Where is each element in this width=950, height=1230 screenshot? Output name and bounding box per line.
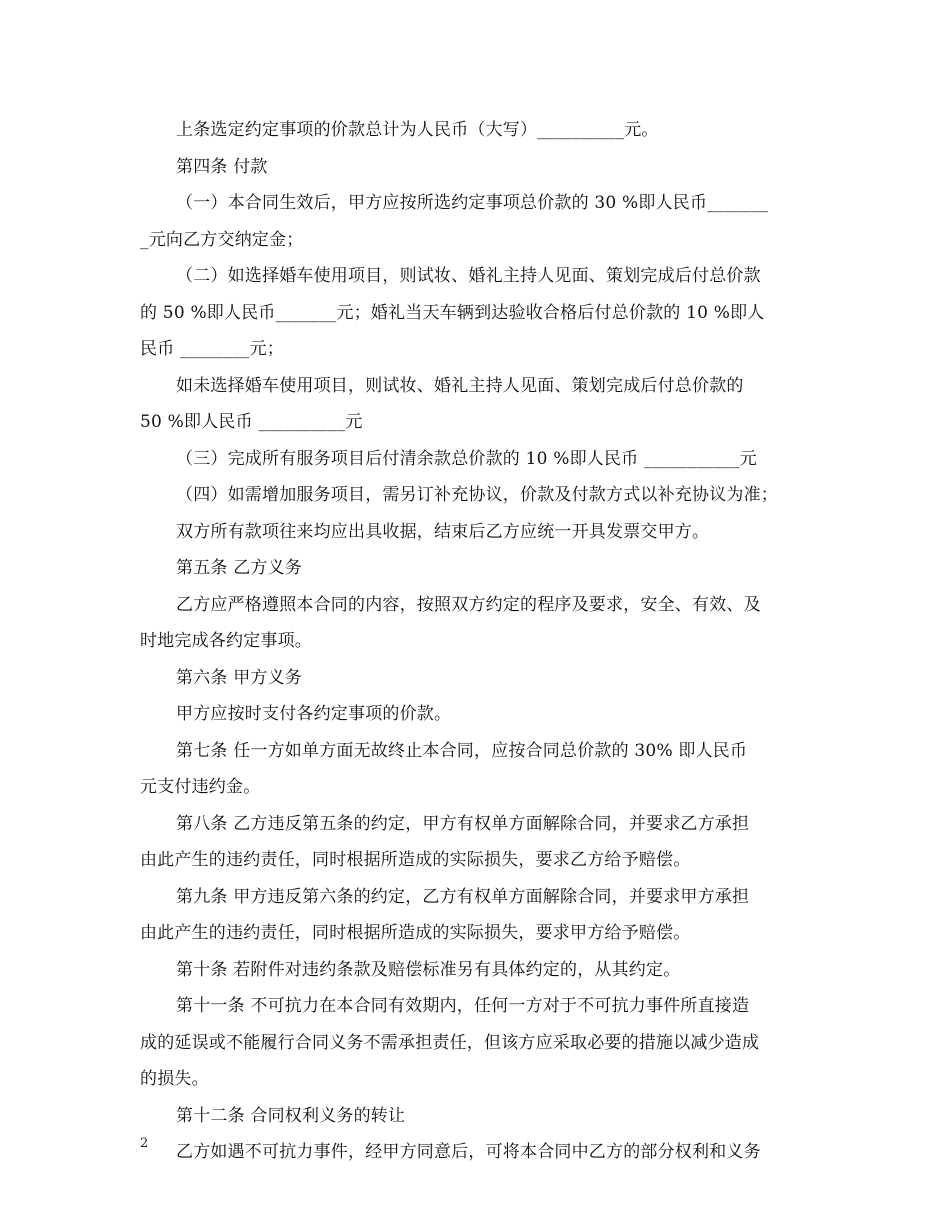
text-line: 成的延误或不能履行合同义务不需承担责任，但该方应采取必要的措施以减少造成 [140,1032,760,1053]
text-line: 第十一条 不可抗力在本合同有效期内，任何一方对于不可抗力事件所直接造 [176,996,750,1016]
page-number: 2 [140,1136,149,1151]
text-line: 由此产生的违约责任，同时根据所造成的实际损失，要求甲方给予赔偿。 [140,923,691,943]
text-line: 双方所有款项往来均应出具收据，结束后乙方应统一开具发票交甲方。 [176,521,710,542]
text-line: 甲方应按时支付各约定事项的价款。 [176,704,452,724]
text-line: 第八条 乙方违反第五条的约定，甲方有权单方面解除合同，并要求乙方承担 [176,813,750,834]
section-heading: 第四条 付款 [176,156,268,177]
text-line: 如未选择婚车使用项目，则试妆、婚礼主持人见面、策划完成后付总价款的 [176,375,744,396]
text-line: _元向乙方交纳定金； [140,229,304,250]
text-line: 第七条 任一方如单方面无故终止本合同，应按合同总价款的 30% 即人民币 [176,740,748,761]
text-line: 第十条 若附件对违约条款及赔偿标准另有具体约定的，从其约定。 [176,959,681,980]
text-line: （四）如需增加服务项目，需另订补充协议，价款及付款方式以补充协议为准； [176,485,778,505]
text-line: 元支付违约金。 [140,777,261,797]
text-line: （一）本合同生效后，甲方应按所选约定事项总价款的 30 %即人民币_______ [176,193,769,213]
text-line: 时地完成各约定事项。 [140,631,312,651]
text-line: （二）如选择婚车使用项目，则试妆、婚礼主持人见面、策划完成后付总价款 [176,266,761,286]
section-heading: 第六条 甲方义务 [176,667,303,688]
text-line: 的损失。 [140,1069,209,1089]
text-line: 上条选定约定事项的价款总计为人民币（大写）__________元。 [176,120,659,140]
text-line: 乙方应严格遵照本合同的内容，按照双方约定的程序及要求，安全、有效、及 [176,594,761,615]
text-line: 由此产生的违约责任，同时根据所造成的实际损失，要求乙方给予赔偿。 [140,850,691,870]
text-line: 的 50 %即人民币_______元；婚礼当天车辆到达验收合格后付总价款的 10 %即人 [140,302,765,323]
contract-body-text [140,112,820,1171]
text-line: 50 %即人民币 __________元 [140,412,363,432]
text-line: 乙方如遇不可抗力事件，经甲方同意后，可将本合同中乙方的部分权利和义务 [176,1142,761,1162]
section-heading: 第五条 乙方义务 [176,558,303,578]
section-heading: 第十二条 合同权利义务的转让 [176,1105,406,1126]
text-line: 第九条 甲方违反第六条的约定，乙方有权单方面解除合同，并要求甲方承担 [176,886,750,907]
text-line: 民币 ________元； [140,339,285,359]
text-line: （三）完成所有服务项目后付清余款总价款的 10 %即人民币 ___________元 [176,448,757,469]
